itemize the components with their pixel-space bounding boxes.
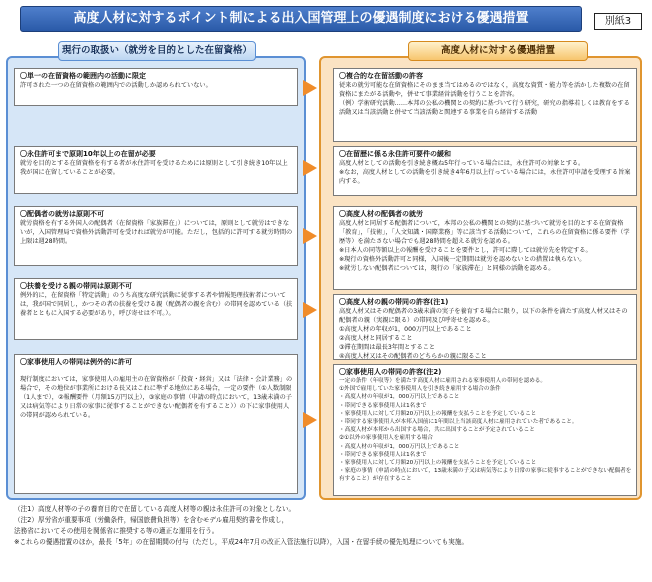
left-box-3-title: 〇配偶者の就労は原則不可	[20, 210, 104, 218]
left-box-4-title: 〇扶養を受ける親の帯同は原則不可	[20, 282, 132, 290]
footnote-2-cont: 法務省においてその使用を関係省に推奨する等の適正な運用を行う。	[14, 527, 219, 535]
preferential-measures-heading: 高度人材に対する優遇措置	[408, 41, 588, 61]
right-box-5	[333, 364, 637, 496]
left-box-3-body: 就労資格を有する外国人の配偶者（在留資格「家族滞在」）については，原則として就労はできないが，入国管理局で資格外活動許可を受ければ就労が可能。ただし，包括的に許可する就労時間の上限は週28時間。	[20, 220, 293, 245]
right-box-4-title: 〇高度人材の親の帯同の許容(注1)	[339, 298, 449, 306]
left-box-4-body: 例外的に，在留資格「特定活動」のうち高度な研究活動に従事する者や情報処理技術者については，我が国で同居し，かつその者の扶養を受ける親（配偶者の親を含む）の帯同を認めている（扶養者とともに入国する必要があり，呼び寄せは不可。）。	[20, 292, 293, 317]
right-box-2	[333, 146, 637, 196]
right-box-1-body: 従来の就労可能な在留資格にそのまま当てはめるのではなく，高度な資質・能力等を活かした複数の在留資格にまたがる活動や，併せて事業経営活動を行うことを許容。 （例）学術研究活動……本邦の公私の機関との契約に基づいて行う研究，研究の指導若しくは教育をする活動又は当該活動と併せて当該活動と関連する事業を自ら経営する活動	[339, 82, 630, 116]
left-box-5-title: 〇家事使用人の帯同は例外的に許可	[20, 358, 132, 366]
right-box-2-body: 高度人材としての活動を引き続き概ね5年行っている場合には，永住許可の対象とする。 ※なお，高度人材としての活動を引き続き4年6月以上行っている場合には，永住許可申請を受理する旨案内する。	[339, 160, 631, 185]
left-box-1-title: 〇単一の在留資格の範囲内の活動に限定	[20, 72, 146, 80]
left-box-5-body: 現行制度においては，家事使用人の雇用主の在留資格が「投資・経営」又は「法律・会計業務」の場合で，その地位が事業所における長又はこれに準ずる地位にある場合，一定の要件（①人数制限（1人まで），②報酬要件（月額15万円以上），③家庭の事情（申請の時点において，13歳未満の子又は病気等により日常の家事に従事することができない配偶者を有すること））の下に家事使用人の帯同が認められている。	[20, 376, 293, 419]
current-treatment-heading: 現行の取扱い（就労を目的とした在留資格）	[58, 41, 256, 61]
page-title: 高度人材に対するポイント制による出入国管理上の優遇制度における優遇措置	[20, 6, 582, 32]
arrow-1	[303, 80, 317, 96]
arrow-2	[303, 160, 317, 176]
left-box-3	[14, 206, 298, 266]
footnote-2: （注2）厚労省が重要事項（労働条件，帰国旅費負担等）を含むモデル雇用契約書を作成し，	[14, 516, 289, 524]
arrow-4	[303, 302, 317, 318]
left-box-1	[14, 68, 298, 106]
annex-label: 別紙3	[594, 13, 642, 30]
arrow-3	[303, 228, 317, 244]
right-box-1-title: 〇複合的な在留活動の許容	[339, 72, 423, 80]
arrow-5	[303, 412, 317, 428]
right-box-1	[333, 68, 637, 142]
footnotes	[14, 504, 646, 548]
right-box-3-title: 〇高度人材の配偶者の就労	[339, 210, 423, 218]
right-box-4-body: 高度人材又はその配偶者の3歳未満の実子を養育する場合に限り，以下の条件を満たす高度人材又はその配偶者の親（実親に限る）の帯同及び呼寄せを認める。 ①高度人材の年収が1，000万円以上であること ②高度人材と同居すること ③滞在期間は最長3年間とすること ④高度人材又はその配偶者のどちらかの親に限ること	[339, 308, 628, 360]
right-box-4	[333, 294, 637, 360]
left-box-2-title: 〇永住許可まで原則10年以上の在留が必要	[20, 150, 156, 158]
right-box-3	[333, 206, 637, 290]
footnote-3: ※これらの優遇措置のほか，最長「5年」の在留期間の付与（ただし，平成24年7月の改正入管法施行以降），入国・在留手続の優先処理についても実施。	[14, 538, 469, 546]
right-box-5-title: 〇家事使用人の帯同の許容(注2)	[339, 368, 442, 376]
footnote-1: （注1）高度人材等の子の養育目的で在留している高度人材等の親は永住許可の対象としない。	[14, 505, 296, 513]
right-box-3-body: 高度人材と同居する配偶者について，本邦の公私の機関との契約に基づいて就労を目的とする在留資格「教育」，「技術」，「人文知識・国際業務」等に該当する活動について，これらの在留資格に係る要件（学歴等）を満たさない場合でも週28時間を超える就労を認める。 ※日本人の同等額以上の報酬を受けることを要件とし，許可に際しては就労先を特定する。 ※現行の資格外活動許可と同様，入国後一定期間は就労を認めないとの措置は執らない。 ※就労しない配偶者については，現行の「家族滞在」と同様の活動を認める。	[339, 220, 630, 272]
left-box-2	[14, 146, 298, 194]
right-box-2-title: 〇在留歴に係る永住許可要件の緩和	[339, 150, 451, 158]
left-box-5	[14, 354, 298, 494]
left-box-2-body: 就労を目的とする在留資格を有する者が永住許可を受けるためには原則として引き続き10年以上我が国に在留していることが必要。	[20, 160, 288, 176]
left-box-4	[14, 278, 298, 340]
right-box-5-body: 一定の条件（年収等）を満たす高度人材に雇用される家事使用人の帯同を認める。 ①外国で雇用していた家事使用人を引き続き雇用する場合の条件 ・高度人材の年収が1，000万円以上であること ・帯同できる家事使用人は1名まで ・家事使用人に対して月額20万円以上の報酬を支払うことを予定していること ・帯同する家事使用人が本邦入国前に1年間以上当該高度人材に雇用されていた者であること。 ・高度人材が本邦から出国する場合，共に出国することが予定されていること ②①以外の家事使用人を雇用する場合 ・高度人材の年収が1，000万円以上であること ・帯同できる家事使用人は1名まで ・家事使用人に対して月額20万円以上の報酬を支払うことを予定していること ・家庭の事情（申請の時点において，13歳未満の子又は病気等により日常の家事に従事することができない配偶者を有すること）が存在すること	[339, 378, 632, 483]
left-box-1-body: 許可された一つの在留資格の範囲内での活動しか認められていない。	[20, 82, 212, 89]
